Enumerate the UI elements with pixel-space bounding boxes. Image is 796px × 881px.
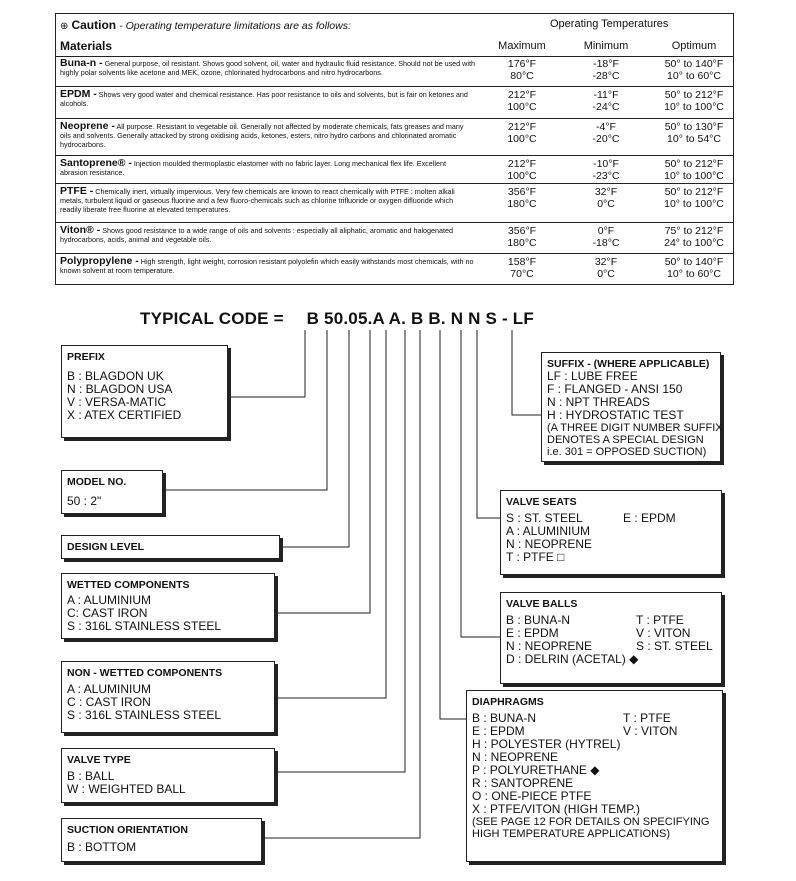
prefix-box <box>61 345 228 438</box>
min-temp-c: -28°C <box>592 69 620 82</box>
min-temp-f: -11°F <box>593 89 619 101</box>
balls-item: E : EPDM <box>506 626 559 640</box>
ptfe-square-icon: □ <box>557 550 565 564</box>
seats-ptfe-label: T : PTFE <box>506 550 554 564</box>
diaphragms-note: HIGH TEMPERATURE APPLICATIONS) <box>472 828 671 840</box>
material-description: Shows good resistance to a wide range of oils and solvents : especially all aliphatic, aromatic and halogenated hydrocarbons, acids, animal and vegetable oils. <box>60 226 454 244</box>
model-item: 50 : 2" <box>67 494 102 508</box>
opt-temp-c: 24° to 100°C <box>664 236 724 249</box>
material-name: EPDM - <box>60 88 97 100</box>
diaphragms-item: T : PTFE <box>623 711 671 725</box>
balls-item: S : ST. STEEL <box>636 639 713 653</box>
caution-label: Caution <box>71 18 117 32</box>
opt-temp-f: 50° to 212°F <box>664 89 724 101</box>
diaphragms-item: V : VITON <box>623 724 678 738</box>
material-name: Neoprene - <box>60 120 115 132</box>
opt-temp-f: 50° to 140°F <box>664 58 724 70</box>
balls-item: N : NEOPRENE <box>506 639 593 653</box>
material-name: Polypropylene - <box>60 255 139 267</box>
diaphragms-item: N : NEOPRENE <box>472 750 559 764</box>
typical-code-value: B 50.05.A A. B B. N N S - LF <box>306 309 534 328</box>
typical-code-label: TYPICAL CODE = <box>140 309 284 328</box>
prefix-item: N : BLAGDON USA <box>67 382 173 396</box>
prefix-item: X : ATEX CERTIFIED <box>67 408 182 422</box>
caution-text: - Operating temperature limitations are as follows: <box>119 20 351 32</box>
diaphragms-item: B : BUNA-N <box>472 711 537 725</box>
diaphragms-item: O : ONE-PIECE PTFE <box>472 789 592 803</box>
min-temp-f: 0°F <box>597 225 615 237</box>
max-temp-c: 100°C <box>507 100 537 113</box>
max-temp-c: 100°C <box>507 169 537 182</box>
suffix-note: i.e. 301 = OPPOSED SUCTION) <box>547 446 707 458</box>
valvetype-title: VALVE TYPE <box>67 754 131 766</box>
seats-item <box>506 551 564 564</box>
max-temp-f: 356°F <box>507 225 537 237</box>
valvetype-item: W : WEIGHTED BALL <box>67 782 186 796</box>
nonwetted-title: NON - WETTED COMPONENTS <box>67 667 223 679</box>
opt-temp-c: 10° to 60°C <box>667 267 721 280</box>
balls-item <box>506 653 638 666</box>
opt-temp-c: 10° to 100°C <box>664 169 724 182</box>
wetted-item: C: CAST IRON <box>67 606 148 620</box>
line-balls <box>461 330 500 637</box>
min-temp-f: -18°F <box>593 58 619 70</box>
diaphragms-box <box>466 690 723 862</box>
min-temp-c: -23°C <box>592 169 620 182</box>
min-temp-f: 32°F <box>594 186 618 198</box>
opt-temp-f: 50° to 130°F <box>664 121 724 133</box>
diaphragms-item: E : EPDM <box>472 724 525 738</box>
design-level-title: DESIGN LEVEL <box>67 541 145 553</box>
non-wetted-components-box <box>61 661 275 733</box>
diaphragms-item: H : POLYESTER (HYTREL) <box>472 737 621 751</box>
model-title: MODEL NO. <box>67 476 127 488</box>
line-suction <box>262 330 420 838</box>
balls-item: T : PTFE <box>636 613 684 627</box>
diamond-icon: ◆ <box>629 652 639 666</box>
nonwetted-item: A : ALUMINIUM <box>67 682 152 696</box>
suction-title: SUCTION ORIENTATION <box>67 824 188 836</box>
max-temp-c: 80°C <box>510 69 534 82</box>
material-name: Santoprene® - <box>60 157 132 169</box>
suffix-box <box>541 352 721 462</box>
min-temp-f: -4°F <box>596 121 616 133</box>
materials-header: Materials <box>60 39 113 53</box>
material-description: Chemically inert, virtually impervious. Very few chemicals are known to react chemically with PTFE : molten alkali metals, turbulent liquid or gaseous fluorine and a few fluoro-chemicals such as chlorine trifluoride or oxygen difluoride which readily liberate free fluorine at elevated temperatures. <box>60 187 455 214</box>
opt-temp-c: 10° to 100°C <box>664 197 724 210</box>
seats-item: N : NEOPRENE <box>506 537 593 551</box>
suffix-title: SUFFIX - (WHERE APPLICABLE) <box>547 358 710 370</box>
wetted-item: A : ALUMINIUM <box>67 593 152 607</box>
diaphragms-note: (SEE PAGE 12 FOR DETAILS ON SPECIFYING <box>472 816 710 828</box>
suffix-note: DENOTES A SPECIAL DESIGN <box>547 434 704 446</box>
model-box <box>61 470 163 514</box>
suffix-item: H : HYDROSTATIC TEST <box>547 408 684 422</box>
max-temp-f: 356°F <box>507 186 537 198</box>
col-maximum: Maximum <box>498 40 546 52</box>
max-temp-f: 176°F <box>507 58 537 70</box>
wetted-components-box <box>61 573 275 639</box>
max-temp-c: 180°C <box>507 236 537 249</box>
min-temp-c: -18°C <box>592 236 620 249</box>
line-prefix <box>228 330 305 397</box>
nonwetted-item: S : 316L STAINLESS STEEL <box>67 708 222 722</box>
line-design <box>280 330 349 547</box>
design-level-box <box>61 535 280 559</box>
balls-delrin-label: D : DELRIN (ACETAL) <box>506 652 626 666</box>
prefix-item: B : BLAGDON UK <box>67 369 164 383</box>
min-temp-c: 0°C <box>597 267 615 280</box>
operating-temps-header: Operating Temperatures <box>550 18 669 30</box>
max-temp-f: 212°F <box>507 89 537 101</box>
valve-balls-box <box>500 592 722 684</box>
material-description: Injection moulded thermoplastic elastomer with no fabric layer. Long mechanical flex life. Excellent abrasion resistance. <box>60 159 446 177</box>
prefix-title: PREFIX <box>67 351 105 363</box>
nonwetted-item: C : CAST IRON <box>67 695 151 709</box>
line-nonwetted <box>275 330 386 698</box>
suffix-item: N : NPT THREADS <box>547 395 650 409</box>
material-description: General purpose, oil resistant. Shows good solvent, oil, water and hydraulic fluid resistance. Should not be used with highly polar solvents like acetone and MEK, ozone, chlorinated hydrocarbons and nitro hydrocarbons. <box>60 59 475 77</box>
diaphragms-title: DIAPHRAGMS <box>472 696 544 708</box>
max-temp-c: 180°C <box>507 197 537 210</box>
diaphragms-poly-label: P : POLYURETHANE <box>472 763 587 777</box>
seats-item: E : EPDM <box>623 511 676 525</box>
material-description: All purpose. Resistant to vegetable oil. Generally not affected by moderate chemicals, fats greases and many oils and solvents. Generally attacked by strong oxidising acids, ketones, esters, nitro hydro carbons and chlorinated aromatic hydrocarbons. <box>60 122 464 149</box>
balls-title: VALVE BALLS <box>506 598 578 610</box>
valvetype-item: B : BALL <box>67 769 115 783</box>
balls-item: V : VITON <box>636 626 691 640</box>
seats-item: S : ST. STEEL <box>506 511 583 525</box>
wetted-item: S : 316L STAINLESS STEEL <box>67 619 222 633</box>
col-minimum: Minimum <box>583 40 629 52</box>
diaphragms-item: R : SANTOPRENE <box>472 776 574 790</box>
max-temp-c: 100°C <box>507 132 537 145</box>
max-temp-f: 158°F <box>507 256 537 268</box>
diamond-icon: ◆ <box>590 763 600 777</box>
diaphragms-item: X : PTFE/VITON (HIGH TEMP.) <box>472 802 641 816</box>
opt-temp-f: 75° to 212°F <box>664 225 724 237</box>
opt-temp-f: 50° to 212°F <box>664 186 724 198</box>
seats-item: A : ALUMINIUM <box>506 524 591 538</box>
min-temp-f: -10°F <box>593 158 619 170</box>
material-name: PTFE - <box>60 185 94 197</box>
prefix-item: V : VERSA-MATIC <box>67 395 167 409</box>
opt-temp-c: 10° to 100°C <box>664 100 724 113</box>
opt-temp-c: 10° to 54°C <box>667 132 721 145</box>
wetted-title: WETTED COMPONENTS <box>67 579 190 591</box>
line-wetted <box>275 330 370 613</box>
max-temp-c: 70°C <box>510 267 534 280</box>
max-temp-f: 212°F <box>507 158 537 170</box>
line-suffix <box>512 330 541 415</box>
material-description: High strength, light weight, corrosion resistant polyolefin which easily withstands most chemicals, with no known solvent at room temperature. <box>60 257 474 275</box>
seats-title: VALVE SEATS <box>506 496 577 508</box>
col-optimum: Optimum <box>671 40 717 52</box>
suffix-note: (A THREE DIGIT NUMBER SUFFIX <box>547 422 723 434</box>
min-temp-c: 0°C <box>597 197 615 210</box>
suction-orientation-box <box>61 818 262 862</box>
min-temp-f: 32°F <box>594 256 618 268</box>
material-name: Viton® - <box>60 224 101 236</box>
min-temp-c: -20°C <box>592 132 620 145</box>
material-description: Shows very good water and chemical resistance. Has poor resistance to oils and solvents, but is fair on ketones and alcohols. <box>60 90 468 108</box>
max-temp-f: 212°F <box>507 121 537 133</box>
material-name: Buna-n - <box>60 57 103 69</box>
suction-item: B : BOTTOM <box>67 840 137 854</box>
balls-item: B : BUNA-N <box>506 613 571 627</box>
suffix-item: LF : LUBE FREE <box>547 369 638 383</box>
min-temp-c: -24°C <box>592 100 620 113</box>
valve-seats-box <box>500 490 722 575</box>
opt-temp-c: 10° to 60°C <box>667 69 721 82</box>
suffix-item: F : FLANGED - ANSI 150 <box>547 382 683 396</box>
line-seats <box>477 330 500 518</box>
opt-temp-f: 50° to 140°F <box>664 256 724 268</box>
opt-temp-f: 50° to 212°F <box>664 158 724 170</box>
valve-type-box <box>61 748 275 803</box>
line-diaphragms <box>440 330 468 719</box>
caution-icon: ⊕ <box>60 21 69 32</box>
